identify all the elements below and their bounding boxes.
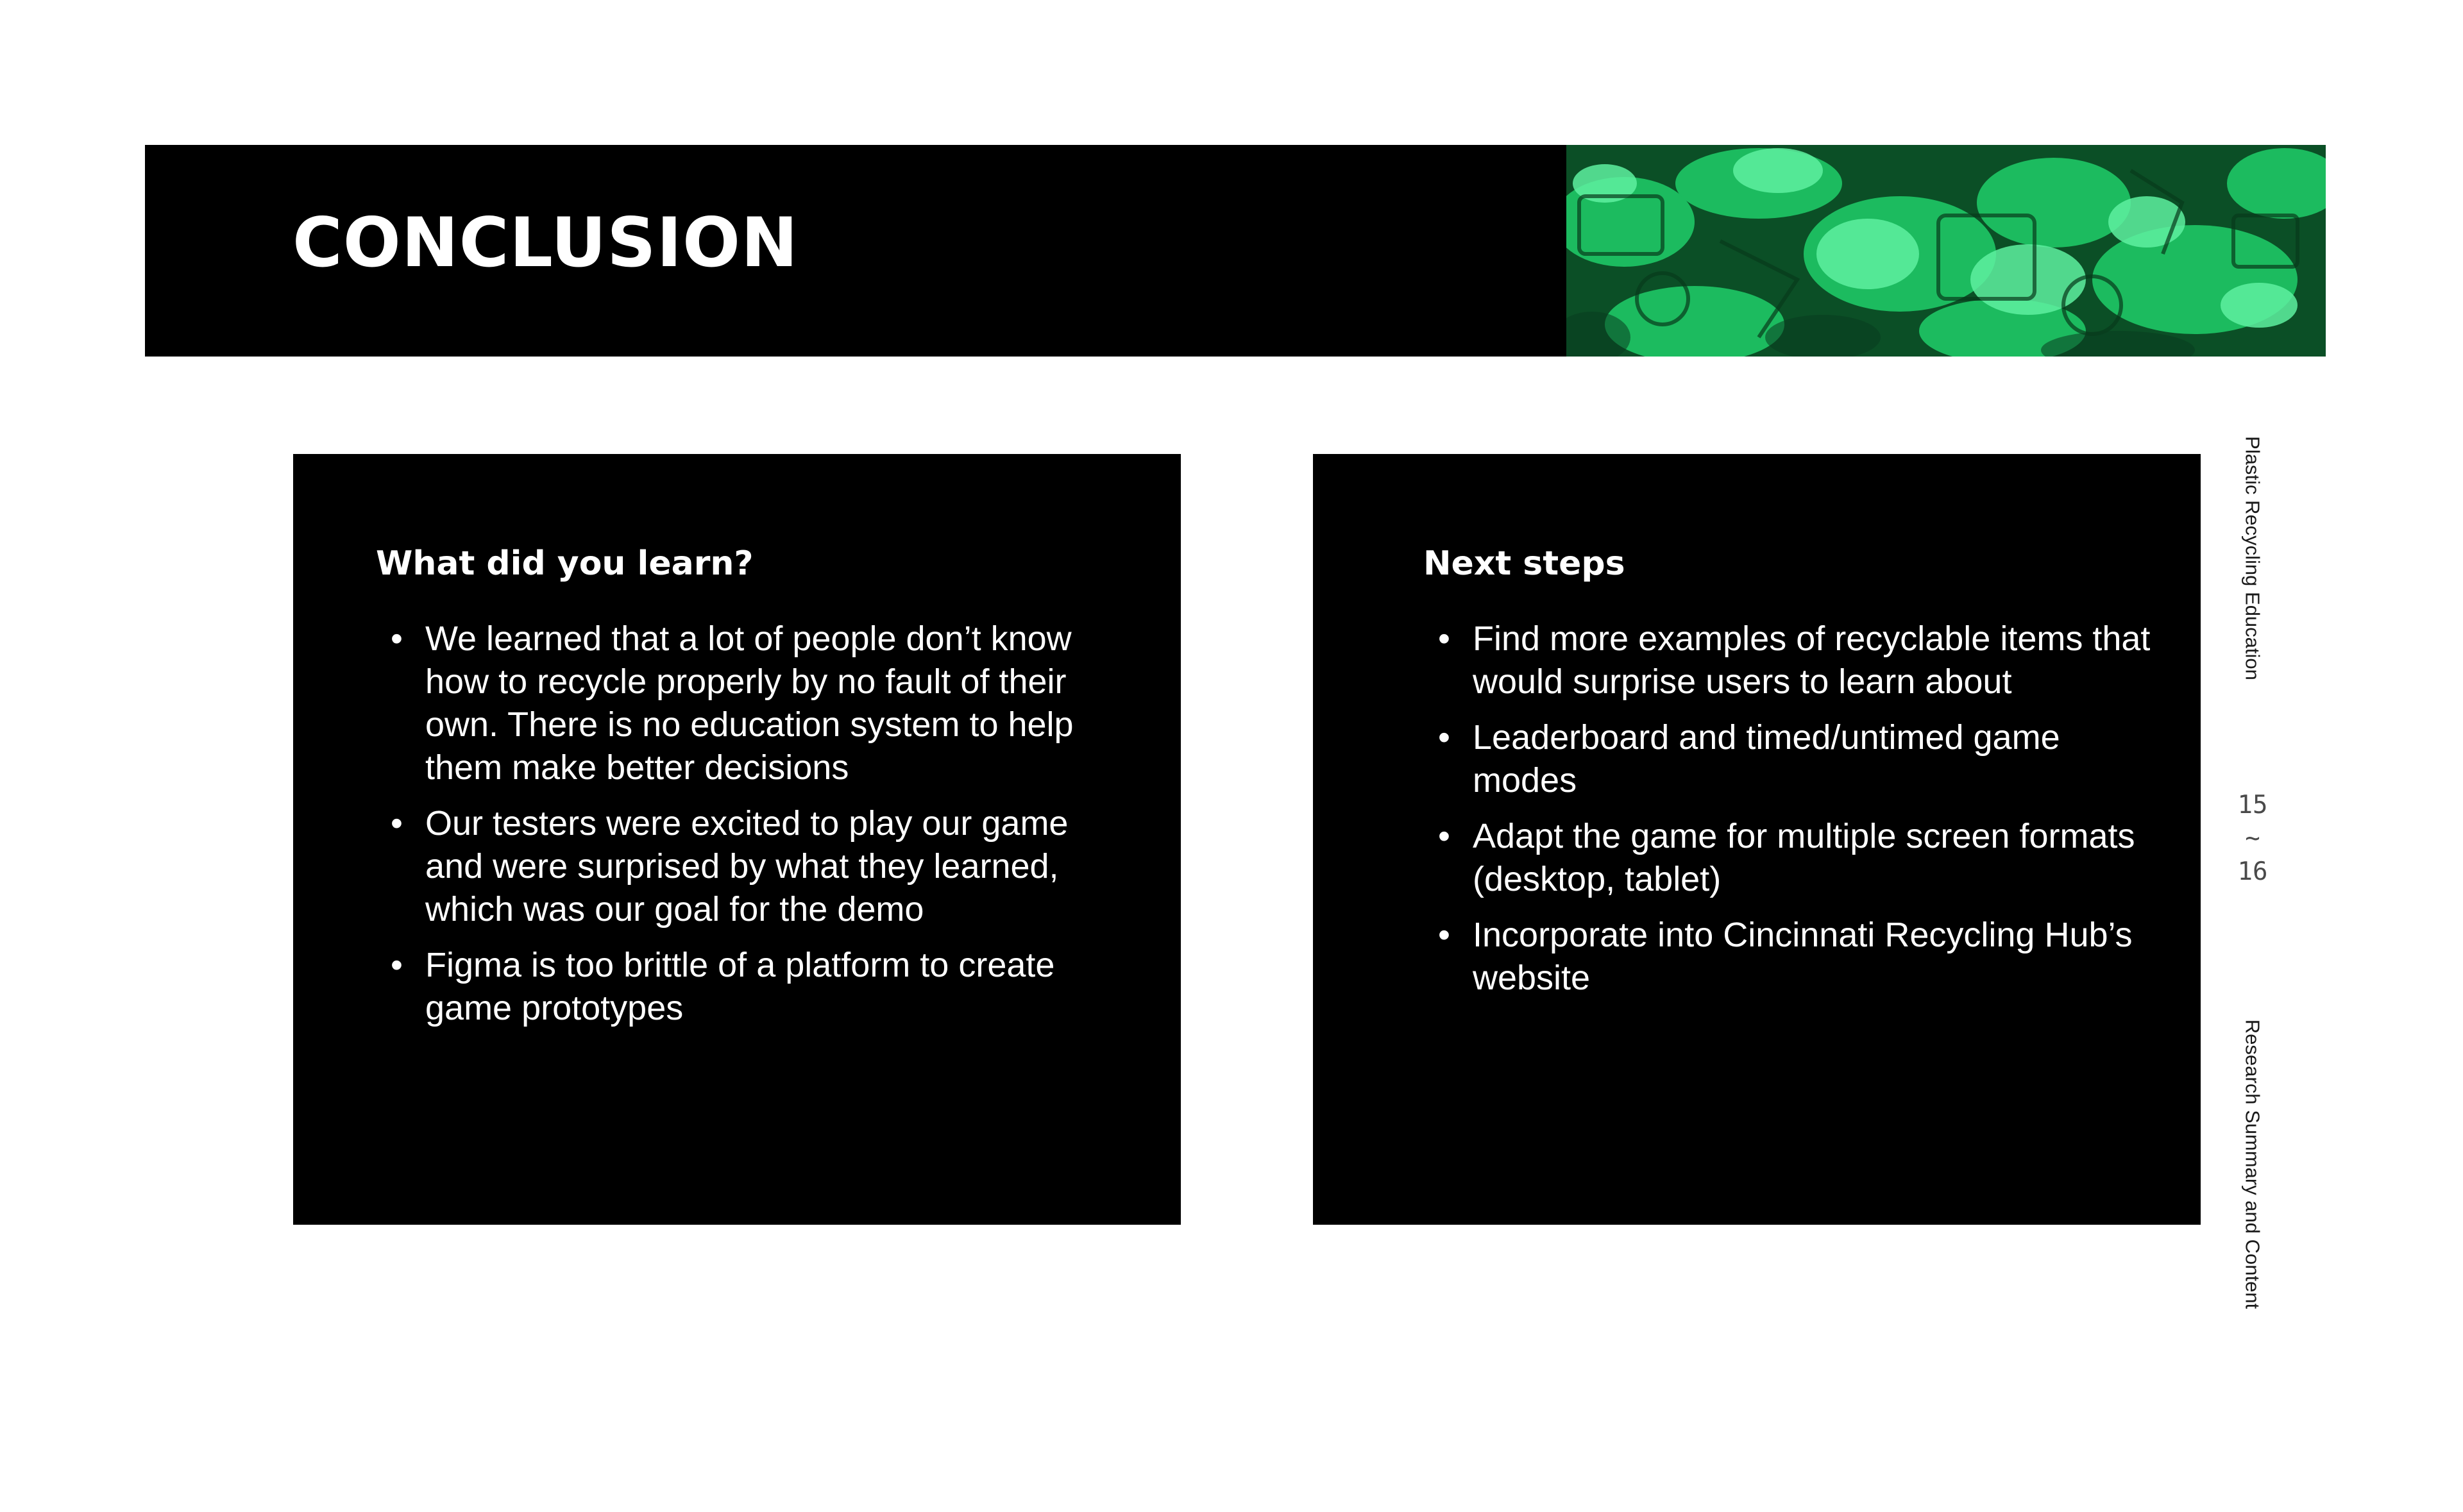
list-item-text: We learned that a lot of people don’t know how to recycle properly by no fault of their own. There is no education system to help them make better decisions [425,619,1074,787]
next-steps-list [1438,617,2169,1012]
page-range [2227,789,2278,889]
list-item [1438,716,2169,802]
header-image [1566,145,2326,357]
page-separator: ~ [2245,824,2260,853]
list-item-text: Our testers were excited to play our game and were surprised by what they learned, which was our goal for the demo [425,804,1069,928]
next-steps-heading: Next steps [1423,544,1625,583]
list-item-text: Find more examples of recyclable items that would surprise users to learn about [1473,619,2151,701]
section-label: Research Summary and Content [2241,1019,2264,1309]
page-from: 15 [2237,791,2268,819]
bullet-icon: • [1438,619,1450,658]
learnings-card [293,454,1181,1225]
learnings-heading: What did you learn? [376,544,754,583]
page-title: CONCLUSION [292,203,799,282]
list-item [1438,914,2169,1000]
bullet-icon: • [391,804,403,843]
bullet-icon: • [391,946,403,984]
list-item-text: Leaderboard and timed/untimed game modes [1473,718,2060,800]
bullet-icon: • [1438,718,1450,757]
header-band [145,145,2326,357]
list-item-text: Adapt the game for multiple screen formats (desktop, tablet) [1473,817,2135,898]
list-item [1438,815,2169,901]
bullet-icon: • [391,619,403,658]
bullet-icon: • [1438,916,1450,954]
list-item [1438,617,2169,703]
list-item [391,802,1135,931]
next-steps-card [1313,454,2201,1225]
page-to: 16 [2237,857,2268,886]
learnings-list [391,617,1135,1043]
bullet-icon: • [1438,817,1450,855]
list-item-text: Figma is too brittle of a platform to create game prototypes [425,946,1055,1027]
list-item [391,617,1135,789]
list-item [391,944,1135,1030]
plastic-waste-image [1566,145,2326,357]
project-label: Plastic Recycling Education [2241,436,2264,680]
list-item-text: Incorporate into Cincinnati Recycling Hub’s website [1473,916,2133,997]
